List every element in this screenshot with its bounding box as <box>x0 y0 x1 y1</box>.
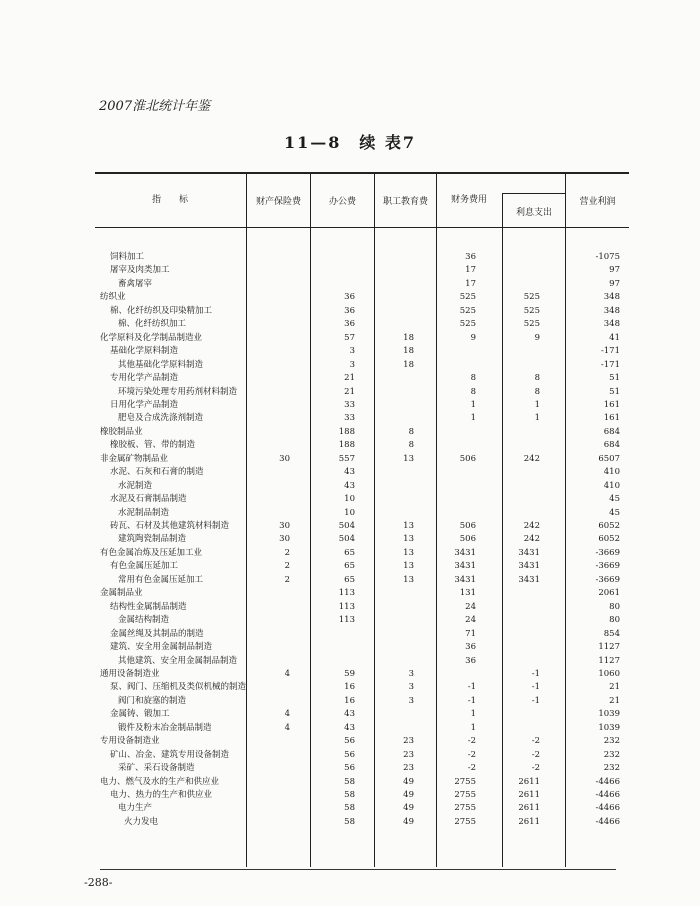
row-value: 45 <box>609 507 620 518</box>
row-value: 10 <box>344 494 355 505</box>
row-value: 1127 <box>598 642 620 653</box>
row-label: 矿山、冶金、建筑专用设备制造 <box>110 749 230 760</box>
row-value: 684 <box>603 440 620 451</box>
row-value: 51 <box>609 373 620 384</box>
row-label: 建筑陶瓷制品制造 <box>118 534 187 545</box>
row-label: 专用设备制造业 <box>100 736 160 747</box>
row-value: 2755 <box>454 790 476 800</box>
row-value: 4 <box>284 722 290 733</box>
row-value: 8 <box>534 373 540 384</box>
row-value: 65 <box>344 574 355 585</box>
row-value: 3 <box>408 682 414 693</box>
header-operating-profit: 营业利润 <box>579 197 616 207</box>
row-label: 水泥制品制造 <box>118 507 170 518</box>
row-value: 8 <box>408 426 414 437</box>
row-value: 2 <box>284 547 290 558</box>
row-value: -1 <box>531 695 540 706</box>
row-value: 71 <box>465 628 476 639</box>
row-value: 56 <box>344 736 355 747</box>
row-value: -2 <box>467 749 476 760</box>
table-row <box>0 560 700 573</box>
table-row <box>0 668 700 681</box>
row-label: 棉、化纤纺织加工 <box>118 319 187 330</box>
table-row <box>0 735 700 748</box>
row-value: 232 <box>603 736 620 747</box>
row-value: 2 <box>284 561 290 572</box>
header-interest: 利息支出 <box>515 208 552 218</box>
row-value: 59 <box>344 668 355 679</box>
row-label: 橡胶板、管、带的制造 <box>110 440 196 451</box>
row-label: 通用设备制造业 <box>100 668 160 679</box>
row-value: 3 <box>408 668 414 679</box>
row-value: 3431 <box>518 574 540 585</box>
row-value: 56 <box>344 763 355 774</box>
row-value: -4466 <box>595 816 620 827</box>
row-value: 65 <box>344 547 355 558</box>
row-value: 8 <box>470 386 476 397</box>
row-value: 36 <box>465 252 476 262</box>
row-value: 97 <box>609 278 620 289</box>
row-value: 23 <box>403 736 414 747</box>
page-number: -288- <box>84 876 113 889</box>
row-value: 36 <box>344 292 355 303</box>
row-value: 2755 <box>454 816 476 827</box>
table-row <box>0 305 700 318</box>
row-value: 21 <box>609 695 620 706</box>
row-value: 3431 <box>454 574 476 585</box>
row-value: 8 <box>408 440 414 451</box>
interest-sub-rule <box>502 193 565 194</box>
row-label: 电力、热力的生产和供应业 <box>110 790 213 800</box>
row-value: 525 <box>523 305 540 316</box>
row-value: 10 <box>344 507 355 518</box>
table-row <box>0 574 700 587</box>
row-label: 日用化学产品制造 <box>110 399 179 410</box>
row-value: 23 <box>403 763 414 774</box>
row-value: 30 <box>279 453 290 464</box>
row-value: 58 <box>344 790 355 800</box>
row-label: 采矿、采石设备制造 <box>118 763 195 774</box>
row-value: 188 <box>338 440 355 451</box>
row-value: 525 <box>459 305 476 316</box>
row-value: 13 <box>403 547 414 558</box>
row-value: 2755 <box>454 776 476 787</box>
row-value: 43 <box>344 709 355 720</box>
row-value: 410 <box>603 467 620 478</box>
row-value: 13 <box>403 574 414 585</box>
row-value: 49 <box>403 816 414 827</box>
table-row <box>0 587 700 600</box>
table-row <box>0 264 700 277</box>
row-value: 232 <box>603 749 620 760</box>
row-label: 建筑、安全用金属制品制造 <box>110 642 213 653</box>
table-row <box>0 251 700 264</box>
row-value: 33 <box>344 399 355 410</box>
row-value: 242 <box>523 453 540 464</box>
row-value: 49 <box>403 803 414 814</box>
row-value: 3 <box>349 346 355 357</box>
row-value: 1127 <box>598 655 620 666</box>
header-staff-education: 职工教育费 <box>382 197 428 207</box>
row-value: 525 <box>459 319 476 330</box>
row-label: 其他基础化学原料制造 <box>118 359 204 370</box>
row-value: -4466 <box>595 803 620 814</box>
row-value: -1 <box>467 682 476 693</box>
row-value: 684 <box>603 426 620 437</box>
row-value: 506 <box>459 534 476 545</box>
row-label: 化学原料及化学制品制造业 <box>100 332 203 343</box>
row-value: 65 <box>344 561 355 572</box>
row-value: 36 <box>344 305 355 316</box>
row-label: 常用有色金属压延加工 <box>118 574 204 585</box>
row-value: 8 <box>470 373 476 384</box>
row-label: 屠宰及肉类加工 <box>110 265 170 276</box>
table-row <box>0 345 700 358</box>
table-row <box>0 547 700 560</box>
row-value: 232 <box>603 763 620 774</box>
row-value: 9 <box>534 332 540 343</box>
row-label: 环境污染处理专用药剂材料制造 <box>118 386 238 397</box>
row-value: 6507 <box>598 453 620 464</box>
row-value: 30 <box>279 534 290 545</box>
row-value: 41 <box>609 332 620 343</box>
row-value: 43 <box>344 722 355 733</box>
row-value: -1 <box>467 695 476 706</box>
row-value: 2611 <box>518 790 540 800</box>
row-label: 砖瓦、石材及其他建筑材料制造 <box>110 521 230 531</box>
row-value: 97 <box>609 265 620 276</box>
row-value: 58 <box>344 776 355 787</box>
row-value: 161 <box>603 413 620 424</box>
row-value: 348 <box>603 319 620 330</box>
row-value: -2 <box>531 763 540 774</box>
row-value: 242 <box>523 534 540 545</box>
row-value: 242 <box>523 521 540 531</box>
table-row <box>0 507 700 520</box>
row-value: 525 <box>459 292 476 303</box>
row-value: 2061 <box>598 588 620 599</box>
row-label: 水泥制造 <box>118 480 153 491</box>
row-value: -2 <box>467 736 476 747</box>
row-label: 金属结构制造 <box>118 615 170 626</box>
row-value: 1039 <box>598 722 620 733</box>
row-value: 49 <box>403 790 414 800</box>
row-value: 131 <box>459 588 476 599</box>
table-row <box>0 520 700 533</box>
row-value: 36 <box>344 319 355 330</box>
row-value: 6052 <box>598 521 620 531</box>
table-row <box>0 480 700 493</box>
row-value: 58 <box>344 816 355 827</box>
bottom-rule <box>100 869 616 870</box>
row-label: 泵、阀门、压缩机及类似机械的制造 <box>110 682 247 693</box>
row-value: 56 <box>344 749 355 760</box>
table-row <box>0 655 700 668</box>
row-value: 21 <box>609 682 620 693</box>
table-row <box>0 493 700 506</box>
row-value: 21 <box>344 386 355 397</box>
row-value: 16 <box>344 695 355 706</box>
row-value: 1 <box>470 413 476 424</box>
row-value: 80 <box>609 601 620 612</box>
row-value: 525 <box>523 319 540 330</box>
row-value: 49 <box>403 776 414 787</box>
table-row <box>0 789 700 802</box>
row-value: 51 <box>609 386 620 397</box>
header-indicator: 指 标 <box>151 195 188 205</box>
row-value: 113 <box>338 615 355 626</box>
row-value: -2 <box>467 763 476 774</box>
row-label: 其他建筑、安全用金属制品制造 <box>118 655 238 666</box>
table-row <box>0 816 700 829</box>
row-value: 21 <box>344 373 355 384</box>
table-row <box>0 332 700 345</box>
row-value: 13 <box>403 521 414 531</box>
row-value: 2755 <box>454 803 476 814</box>
row-value: 13 <box>403 561 414 572</box>
row-label: 畜禽屠宰 <box>118 278 153 289</box>
row-value: 9 <box>470 332 476 343</box>
row-label: 纺织业 <box>100 292 126 303</box>
row-label: 锻件及粉末冶金制品制造 <box>118 722 212 733</box>
table-row <box>0 386 700 399</box>
row-value: -1 <box>531 668 540 679</box>
row-value: 30 <box>279 521 290 531</box>
row-value: -4466 <box>595 776 620 787</box>
row-label: 火力发电 <box>124 816 159 827</box>
header-financial: 财务费用 <box>450 195 487 205</box>
row-label: 饲料加工 <box>110 252 145 262</box>
row-value: 557 <box>338 453 355 464</box>
row-value: 24 <box>465 601 476 612</box>
row-value: 4 <box>284 668 290 679</box>
row-value: 80 <box>609 615 620 626</box>
row-value: 18 <box>403 332 414 343</box>
row-value: 1039 <box>598 709 620 720</box>
table-row <box>0 749 700 762</box>
row-value: 57 <box>344 332 355 343</box>
row-value: 3431 <box>454 561 476 572</box>
table-row <box>0 426 700 439</box>
table-row <box>0 681 700 694</box>
row-value: 2611 <box>518 803 540 814</box>
row-value: 1 <box>534 399 540 410</box>
header-office: 办公费 <box>328 197 356 207</box>
row-value: 4 <box>284 709 290 720</box>
row-value: 13 <box>403 534 414 545</box>
row-value: 3431 <box>518 561 540 572</box>
row-value: -4466 <box>595 790 620 800</box>
table-row <box>0 291 700 304</box>
row-value: -2 <box>531 749 540 760</box>
row-value: 24 <box>465 615 476 626</box>
row-value: -1075 <box>595 252 620 262</box>
row-value: 3431 <box>454 547 476 558</box>
row-value: 113 <box>338 601 355 612</box>
row-value: 504 <box>338 521 355 531</box>
table-row <box>0 641 700 654</box>
row-value: 1 <box>470 722 476 733</box>
table-row <box>0 466 700 479</box>
row-value: 854 <box>603 628 620 639</box>
table-row <box>0 601 700 614</box>
row-value: 1060 <box>598 668 620 679</box>
row-label: 棉、化纤纺织及印染精加工 <box>110 305 213 316</box>
row-value: 410 <box>603 480 620 491</box>
row-label: 金属丝绳及其制品的制造 <box>110 628 204 639</box>
row-value: 43 <box>344 467 355 478</box>
row-value: 3431 <box>518 547 540 558</box>
row-value: -3669 <box>595 547 620 558</box>
row-value: 2611 <box>518 776 540 787</box>
row-value: 113 <box>338 588 355 599</box>
row-value: -3669 <box>595 561 620 572</box>
row-label: 专用化学产品制造 <box>110 373 179 384</box>
row-label: 橡胶制品业 <box>100 426 143 437</box>
row-label: 金属铸、锻加工 <box>110 709 170 720</box>
row-label: 肥皂及合成洗涤剂制造 <box>118 413 204 424</box>
row-value: 1 <box>470 709 476 720</box>
row-value: -1 <box>531 682 540 693</box>
row-value: 8 <box>534 386 540 397</box>
row-value: 2 <box>284 574 290 585</box>
row-value: 13 <box>403 453 414 464</box>
row-value: 506 <box>459 453 476 464</box>
row-label: 非金属矿物制品业 <box>100 453 169 464</box>
table-row <box>0 722 700 735</box>
header-property-insurance: 财产保险费 <box>255 197 301 207</box>
row-value: 36 <box>465 655 476 666</box>
row-value: 504 <box>338 534 355 545</box>
table-title: 11—8 续 表7 <box>283 133 417 152</box>
row-label: 基础化学原料制造 <box>110 346 179 357</box>
table-row <box>0 399 700 412</box>
table-row <box>0 412 700 425</box>
top-rule <box>95 172 629 174</box>
row-value: -2 <box>531 736 540 747</box>
header-bottom-rule <box>95 227 629 228</box>
row-value: 3 <box>349 359 355 370</box>
row-value: 17 <box>465 278 476 289</box>
row-value: 18 <box>403 359 414 370</box>
row-value: 43 <box>344 480 355 491</box>
row-value: 18 <box>403 346 414 357</box>
row-value: 45 <box>609 494 620 505</box>
table-row <box>0 318 700 331</box>
row-value: 1 <box>534 413 540 424</box>
table-row <box>0 278 700 291</box>
row-value: 525 <box>523 292 540 303</box>
row-value: 348 <box>603 292 620 303</box>
row-value: 188 <box>338 426 355 437</box>
row-value: 33 <box>344 413 355 424</box>
row-label: 阀门和旋塞的制造 <box>118 695 187 706</box>
row-value: 6052 <box>598 534 620 545</box>
row-label: 结构性金属制品制造 <box>110 601 187 612</box>
row-value: 348 <box>603 305 620 316</box>
table-row <box>0 614 700 627</box>
row-value: -171 <box>600 359 620 370</box>
row-value: -171 <box>600 346 620 357</box>
row-value: 506 <box>459 521 476 531</box>
row-label: 水泥、石灰和石膏的制造 <box>110 467 204 478</box>
table-row <box>0 802 700 815</box>
row-value: 2611 <box>518 816 540 827</box>
yearbook-header: 2007淮北统计年鉴 <box>99 99 211 114</box>
table-row <box>0 359 700 372</box>
row-value: 16 <box>344 682 355 693</box>
row-label: 电力生产 <box>118 803 153 814</box>
row-value: 1 <box>470 399 476 410</box>
row-label: 金属制品业 <box>100 588 143 599</box>
row-label: 水泥及石膏制品制造 <box>110 494 187 505</box>
row-label: 有色金属冶炼及压延加工业 <box>100 547 203 558</box>
table-row <box>0 776 700 789</box>
table-row <box>0 453 700 466</box>
table-row <box>0 708 700 721</box>
table-row <box>0 762 700 775</box>
table-row <box>0 439 700 452</box>
table-row <box>0 628 700 641</box>
row-value: -3669 <box>595 574 620 585</box>
row-value: 23 <box>403 749 414 760</box>
row-value: 36 <box>465 642 476 653</box>
row-value: 17 <box>465 265 476 276</box>
row-label: 电力、燃气及水的生产和供应业 <box>100 776 220 787</box>
row-label: 有色金属压延加工 <box>110 561 179 572</box>
row-value: 3 <box>408 695 414 706</box>
table-row <box>0 372 700 385</box>
table-row <box>0 533 700 546</box>
row-value: 58 <box>344 803 355 814</box>
table-row <box>0 695 700 708</box>
row-value: 161 <box>603 399 620 410</box>
